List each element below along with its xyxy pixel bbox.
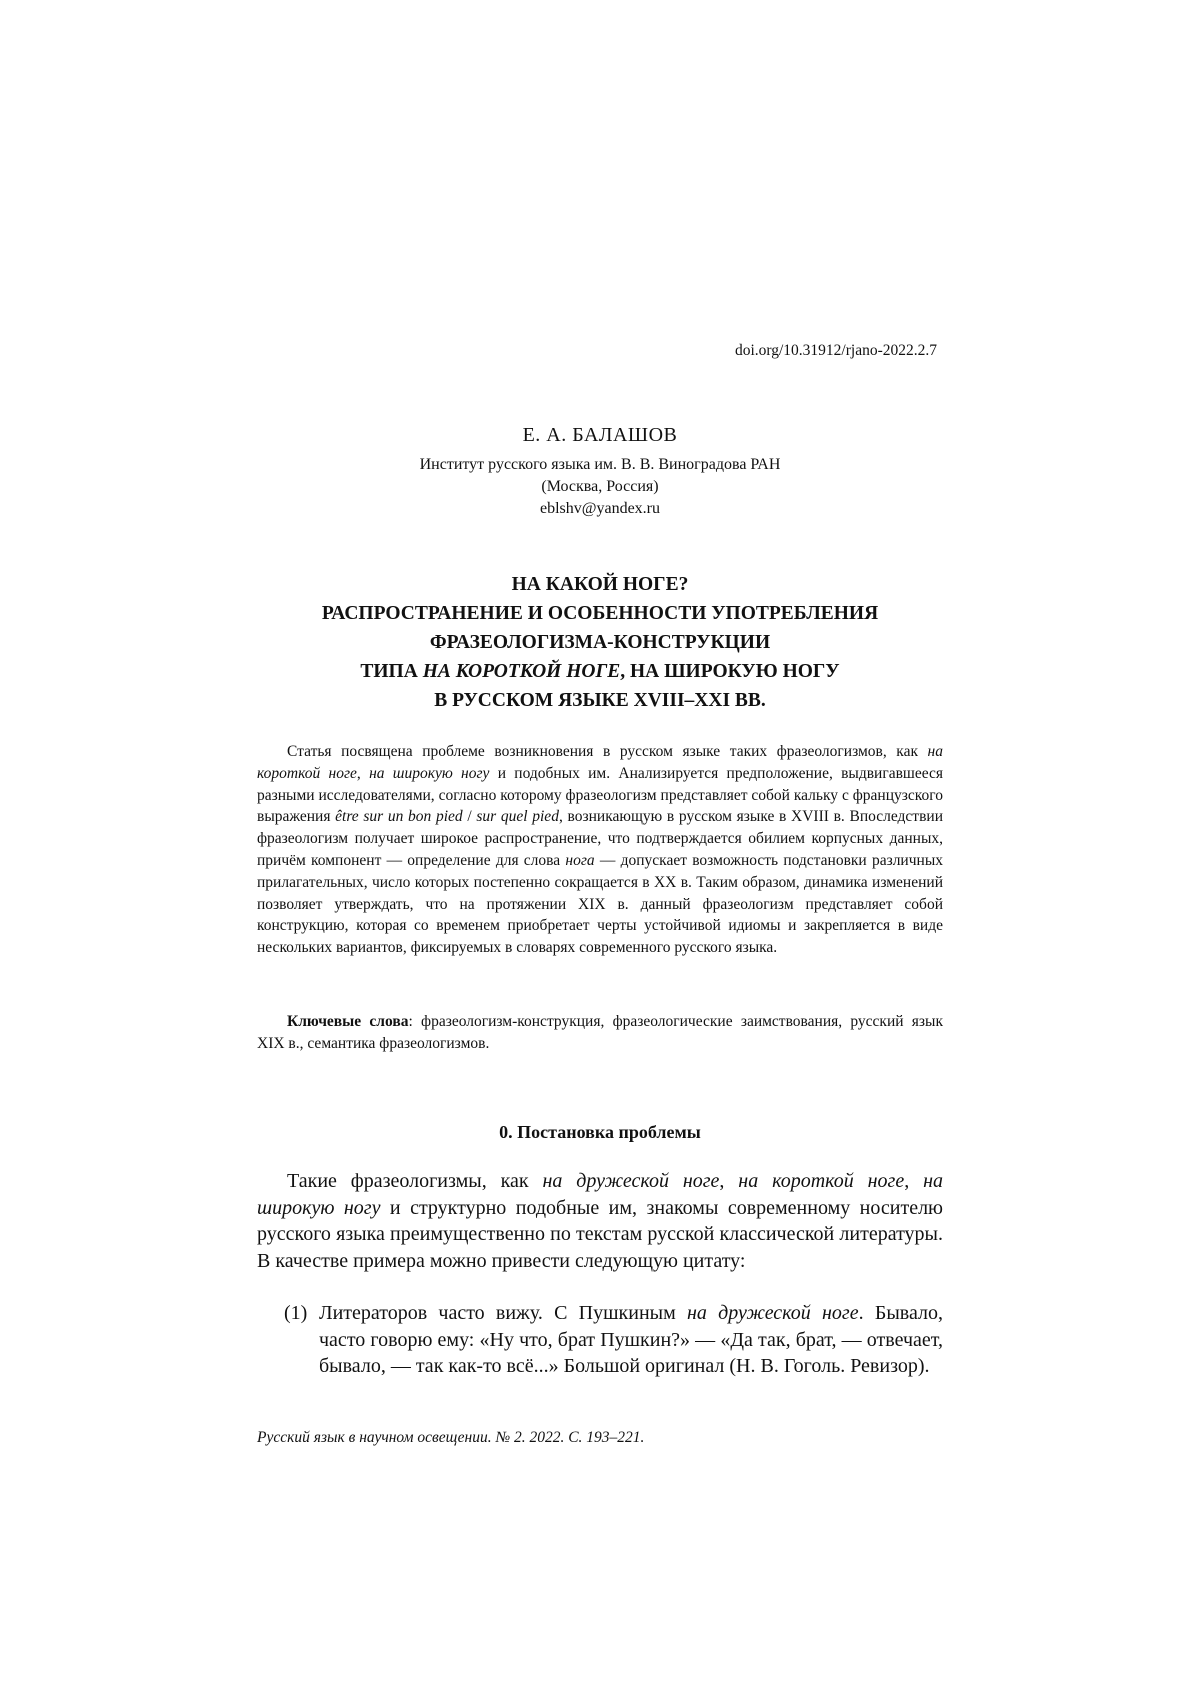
example-text-part: . Бывало, часто говорю ему: «Ну что, брат Пушкин?» — «Да так, брат, — отвечает, бывало, — так как-то всё...» Большой оригинал (Н. В. Гоголь. Ревизор).: [319, 1302, 943, 1377]
example-text-part: Литераторов часто вижу. С Пушкиным: [319, 1302, 687, 1324]
author-institution: Институт русского языка им. В. В. Виноградова РАН: [419, 456, 781, 473]
author-email[interactable]: eblshv@yandex.ru: [539, 500, 661, 517]
section-heading: 0. Постановка проблемы: [499, 1122, 701, 1142]
doi-link[interactable]: doi.org/10.31912/rjano-2022.2.7: [734, 342, 937, 359]
abstract-italic: нога: [565, 851, 595, 869]
abstract-text: ,: [356, 764, 370, 782]
author-block: [257, 422, 943, 520]
body-italic: на широкую ногу: [257, 1170, 943, 1219]
abstract-italic: être sur un bon pied: [335, 808, 463, 826]
abstract-italic: на широкую ногу: [369, 764, 490, 782]
example-number: (1): [284, 1302, 308, 1324]
body-text: и структурно подобные им, знакомы современному носителю русского языка преимущественно по текстам русской классической литературы. В качестве примера можно привести следующую цитату:: [257, 1196, 943, 1272]
author-location: (Москва, Россия): [541, 478, 659, 495]
abstract-text: Статья посвящена проблеме возникновения в русском языке таких фразеологизмов, как: [287, 743, 928, 760]
abstract-italic: на короткой ноге: [257, 743, 943, 782]
body-italic: на короткой ноге: [738, 1170, 905, 1192]
title-line-4-italic: НА КОРОТКОЙ НОГЕ: [422, 661, 621, 682]
abstract: [257, 741, 943, 959]
abstract-italic: sur quel pied: [476, 808, 559, 826]
abstract-text: и подобных им. Анализируется предположение, выдвигавшееся разными исследователями, согласно которому фразеологизм представляет собой кальку с французского выражения: [257, 764, 943, 826]
title-line-2: РАСПРОСТРАНЕНИЕ И ОСОБЕННОСТИ УПОТРЕБЛЕНИЯ: [321, 603, 879, 624]
keywords-label: Ключевые слова: [287, 1013, 409, 1030]
paper-title: [257, 570, 943, 715]
title-line-3: ФРАЗЕОЛОГИЗМА-КОНСТРУКЦИИ: [429, 632, 771, 653]
abstract-text: , возникающую в русском языке в XVIII в. Впоследствии фразеологизм получает широкое распространение, что подтверждается обилием корпусных данных, причём компонент — определение для слова: [257, 808, 943, 869]
title-line-4-suffix: , НА ШИРОКУЮ НОГУ: [620, 661, 840, 682]
title-line-1: НА КАКОЙ НОГЕ?: [511, 574, 689, 595]
keywords-text: : фразеологизм-конструкция, фразеологические заимствования, русский язык XIX в., семантика фразеологизмов.: [257, 1013, 943, 1052]
journal-footer: Русский язык в научном освещении. № 2. 2022. С. 193–221.: [257, 1429, 645, 1446]
author-name: Е. А. БАЛАШОВ: [522, 424, 678, 446]
keywords: [257, 1011, 943, 1055]
body-italic: на дружеской ноге: [542, 1170, 720, 1192]
abstract-text: — допускает возможность подстановки различных прилагательных, число которых постепенно сокращается в XX в. Таким образом, динамика изменений позволяет утверждать, что на протяжении XIX в. данный фразеологизм представляет собой конструкцию, которая со временем приобретает черты устойчивой идиомы и закрепляется в виде нескольких вариантов, фиксируемых в словарях современного русского языка.: [257, 851, 943, 957]
title-line-4: [257, 657, 943, 686]
example-quote: [284, 1300, 943, 1380]
example-text: [319, 1300, 943, 1380]
author-affiliation: [257, 454, 943, 520]
body-text: ,: [719, 1170, 739, 1192]
title-line-5: В РУССКОМ ЯЗЫКЕ XVIII–XXI ВВ.: [434, 690, 766, 711]
example-italic: на дружеской ноге: [686, 1302, 859, 1324]
title-line-4-prefix: ТИПА: [360, 661, 423, 682]
body-paragraph: [257, 1168, 943, 1274]
body-text: Такие фразеологизмы, как: [287, 1170, 543, 1192]
body-text: ,: [904, 1170, 924, 1192]
abstract-text: /: [462, 808, 477, 826]
